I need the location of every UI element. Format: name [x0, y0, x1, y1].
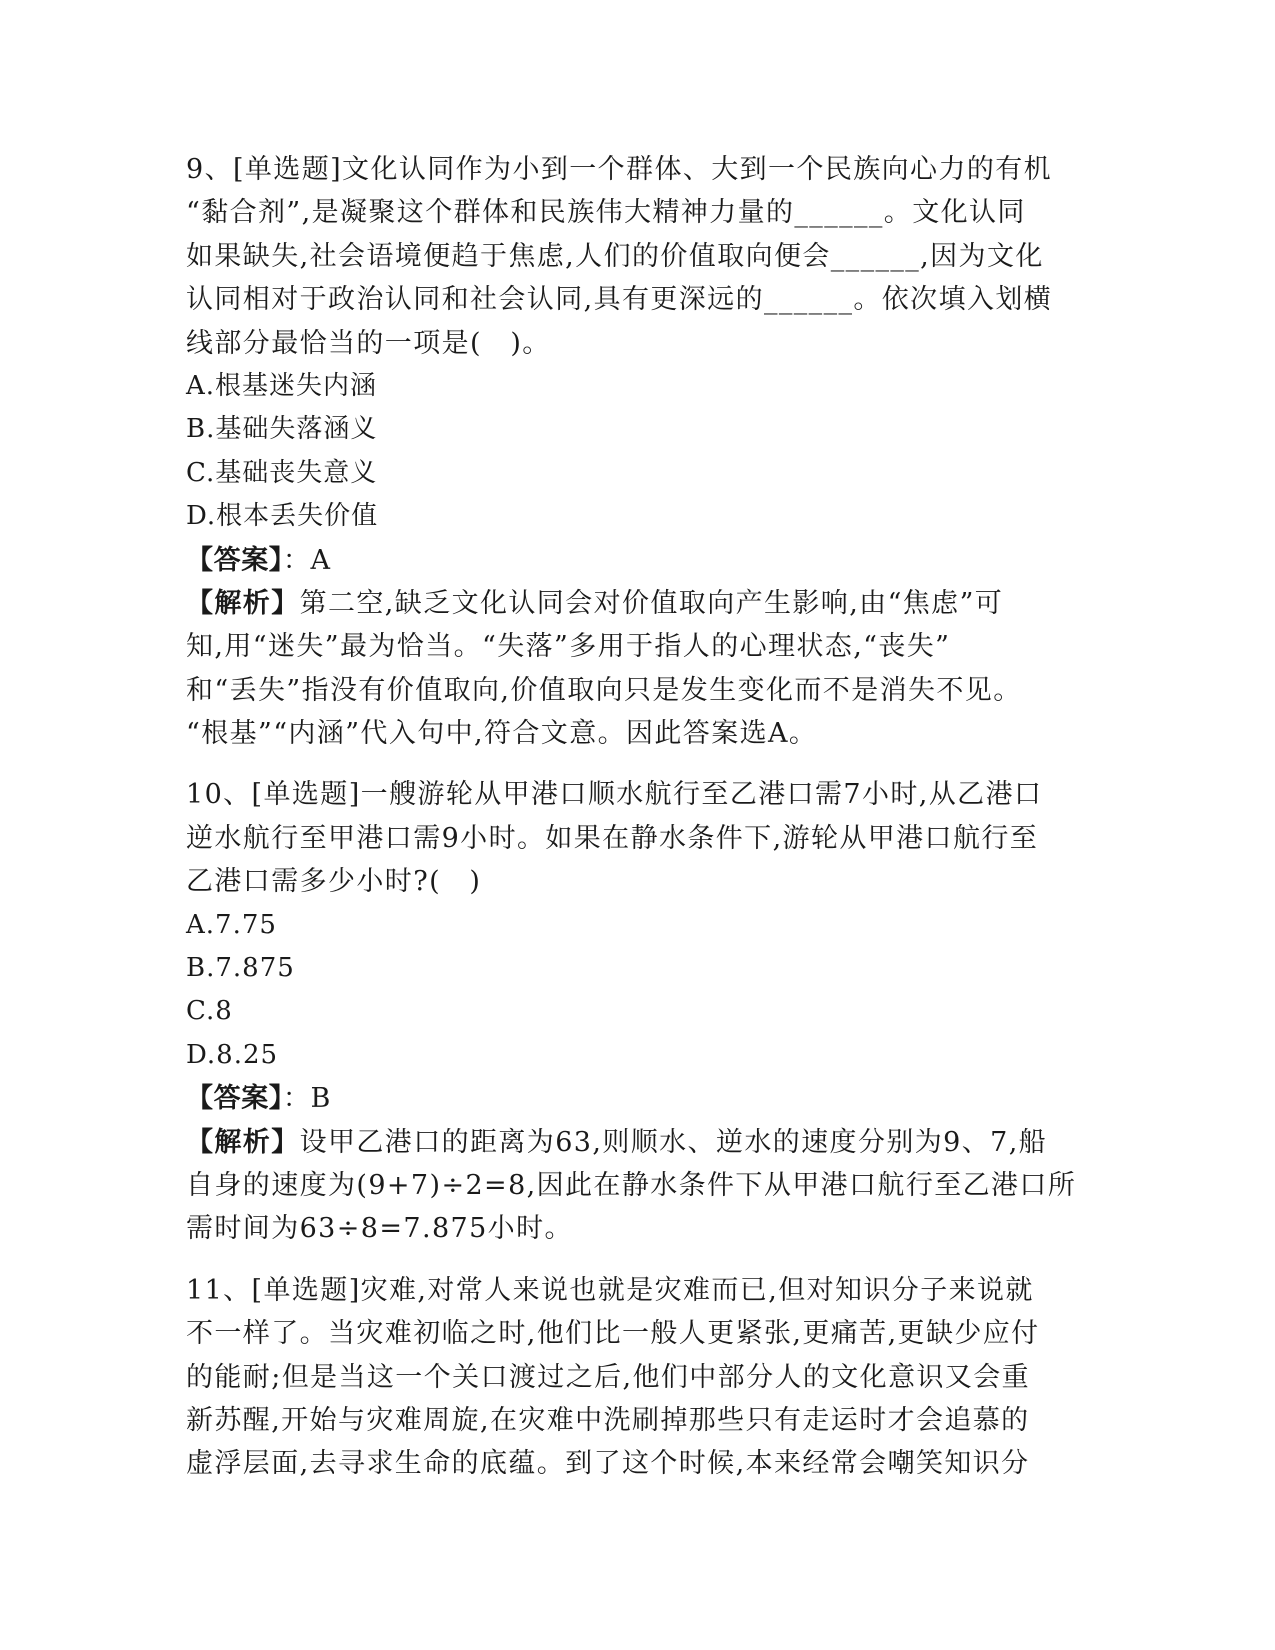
stem-line: 新苏醒,开始与灾难周旋,在灾难中洗刷掉那些只有走运时才会追慕的 — [186, 1404, 1030, 1436]
document-page — [186, 148, 1086, 1504]
question-9 — [186, 148, 1086, 755]
option-a: A.7.75 — [186, 909, 277, 940]
stem-line: 如果缺失,社会语境便趋于焦虑,人们的价值取向便会______,因为文化 — [186, 240, 1044, 272]
option-d: D.8.25 — [186, 1039, 279, 1070]
answer-value: ：B — [282, 1083, 331, 1115]
analysis-line: 和“丢失”指没有价值取向,价值取向只是发生变化而不是消失不见。 — [186, 674, 1022, 706]
analysis-line — [186, 582, 1086, 625]
option-c: C.基础丧失意义 — [186, 457, 378, 488]
answer-line — [186, 539, 1086, 582]
stem-line: 9、[单选题]文化认同作为小到一个群体、大到一个民族向心力的有机 — [186, 154, 1053, 185]
analysis-label: 【解析】 — [186, 1126, 300, 1158]
analysis-line — [186, 1121, 1086, 1164]
option-c: C.8 — [186, 996, 233, 1027]
option-d: D.根本丢失价值 — [186, 501, 379, 532]
stem-line: 10、[单选题]一艘游轮从甲港口顺水航行至乙港口需7小时,从乙港口 — [186, 779, 1043, 811]
stem-line: “黏合剂”,是凝聚这个群体和民族伟大精神力量的______。文化认同 — [186, 197, 1026, 229]
answer-label: 【答案】 — [186, 544, 283, 576]
question-stem — [186, 1269, 1086, 1486]
stem-line: 不一样了。当灾难初临之时,他们比一般人更紧张,更痛苦,更缺少应付 — [186, 1318, 1040, 1350]
analysis-line: 知,用“迷失”最为恰当。“失落”多用于指人的心理状态,“丧失” — [186, 631, 951, 663]
analysis — [186, 582, 1086, 756]
stem-line: 的能耐;但是当这一个关口渡过之后,他们中部分人的文化意识又会重 — [186, 1361, 1031, 1393]
analysis-line: 自身的速度为(9+7)÷2=8,因此在静水条件下从甲港口航行至乙港口所 — [186, 1169, 1077, 1201]
stem-line: 虚浮层面,去寻求生命的底蕴。到了这个时候,本来经常会嘲笑知识分 — [186, 1448, 1030, 1480]
stem-line: 乙港口需多少小时?( ) — [186, 866, 482, 898]
question-10 — [186, 773, 1086, 1250]
question-stem — [186, 773, 1086, 903]
option-b: B.基础失落涵义 — [186, 414, 378, 445]
analysis — [186, 1121, 1086, 1251]
option-b: B.7.875 — [186, 953, 295, 984]
answer-label: 【答案】 — [186, 1083, 283, 1115]
analysis-text: 设甲乙港口的距离为63,则顺水、逆水的速度分别为9、7,船 — [299, 1126, 1048, 1158]
question-11 — [186, 1269, 1086, 1486]
analysis-label: 【解析】 — [186, 587, 300, 619]
option-list — [186, 904, 1086, 1078]
answer-line — [186, 1077, 1086, 1120]
analysis-text: 第二空,缺乏文化认同会对价值取向产生影响,由“焦虑”可 — [299, 587, 1004, 619]
analysis-line: “根基”“内涵”代入句中,符合文意。因此答案选A。 — [186, 718, 818, 750]
option-a: A.根基迷失内涵 — [186, 370, 378, 401]
analysis-line: 需时间为63÷8=7.875小时。 — [186, 1213, 573, 1245]
answer-value: ：A — [282, 544, 331, 576]
stem-line: 线部分最恰当的一项是( )。 — [186, 327, 551, 359]
question-stem — [186, 148, 1086, 365]
stem-line: 11、[单选题]灾难,对常人来说也就是灾难而已,但对知识分子来说就 — [186, 1274, 1034, 1306]
stem-line: 认同相对于政治认同和社会认同,具有更深远的______。依次填入划横 — [186, 284, 1053, 316]
option-list — [186, 365, 1086, 539]
stem-line: 逆水航行至甲港口需9小时。如果在静水条件下,游轮从甲港口航行至 — [186, 822, 1039, 854]
